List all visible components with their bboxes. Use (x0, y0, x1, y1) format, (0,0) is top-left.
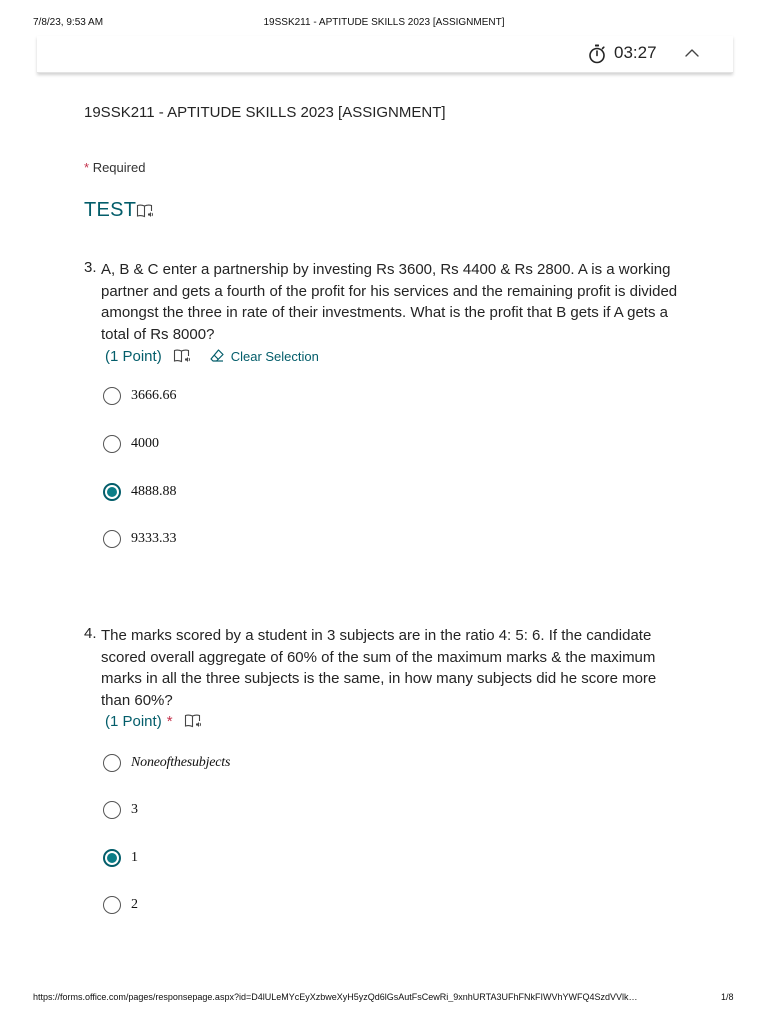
section-title-text: TEST (84, 199, 137, 221)
clear-selection-label: Clear Selection (230, 348, 319, 364)
chevron-up-icon[interactable] (684, 46, 700, 60)
page-number: 1/8 (721, 992, 734, 1002)
radio-button[interactable] (103, 754, 121, 772)
option-4888-88[interactable] (103, 481, 177, 503)
form-title: 19SSK211 - APTITUDE SKILLS 2023 [ASSIGNMENT] (84, 104, 446, 121)
option-label: 4000 (131, 436, 159, 451)
print-date: 7/8/23, 9:53 AM (33, 17, 104, 28)
required-star: * (84, 160, 90, 175)
timer-bar (37, 36, 733, 73)
print-footer (0, 992, 768, 1006)
option-label: 2 (131, 897, 138, 912)
points-label: (1 Point) (105, 347, 162, 365)
section-title (84, 199, 136, 222)
points-row (105, 711, 202, 731)
option-label: 3666.66 (131, 388, 177, 403)
option-label: 1 (131, 850, 138, 865)
eraser-icon (209, 348, 225, 364)
immersive-reader-icon[interactable] (136, 203, 154, 219)
option-1[interactable] (103, 847, 138, 869)
radio-button[interactable] (103, 896, 121, 914)
radio-button[interactable] (103, 387, 121, 405)
question-text: The marks scored by a student in 3 subjects are in the ratio 4: 5: 6. If the candidate scored overall aggregate of 60% of the sum of the maximum marks & the maximum marks in all the three subjects is the same, in how many subjects did he score more than 60%? (101, 627, 657, 710)
radio-button[interactable] (103, 530, 121, 548)
option-2[interactable] (103, 894, 138, 916)
timer-remaining: 03:27 (614, 43, 657, 62)
radio-button[interactable] (103, 801, 121, 819)
required-star: * (166, 712, 173, 730)
print-url: https://forms.office.com/pages/responsepage.aspx?id=D4lULeMYcEyXzbweXyH5yzQd6lGsAutFsCewRi_9xnhURTA3UFhFNkFIWVhYWFQ4SzdVVlk… (33, 992, 638, 1002)
immersive-reader-icon[interactable] (173, 348, 191, 364)
option-3666-66[interactable] (103, 385, 177, 407)
option-label: 4888.88 (131, 484, 177, 499)
required-note (84, 160, 145, 175)
print-header (0, 17, 768, 31)
radio-button[interactable] (103, 435, 121, 453)
option-none-of-the-subjects[interactable] (103, 752, 230, 774)
points-row (105, 346, 319, 366)
question-number: 3. (84, 259, 97, 276)
clear-selection-button[interactable] (209, 348, 319, 364)
required-label: Required (92, 160, 146, 175)
radio-button-selected[interactable] (103, 483, 121, 501)
points-label: (1 Point) (105, 712, 162, 730)
stopwatch-icon (588, 44, 606, 64)
question-number: 4. (84, 625, 97, 642)
option-9333-33[interactable] (103, 528, 177, 550)
option-label: 3 (131, 802, 138, 817)
radio-button-selected[interactable] (103, 849, 121, 867)
print-title: 19SSK211 - APTITUDE SKILLS 2023 [ASSIGNMENT] (263, 17, 505, 28)
immersive-reader-icon[interactable] (184, 713, 202, 729)
option-4000[interactable] (103, 433, 159, 455)
question-text: A, B & C enter a partnership by investing Rs 3600, Rs 4400 & Rs 2800. A is a working partner and gets a fourth of the profit for his services and the remaining profit is divided amongst the three in rate of their investments. What is the profit that B gets if A gets a total of Rs 8000? (101, 261, 678, 344)
option-label: 9333.33 (131, 531, 177, 546)
option-label: Noneofthesubjects (131, 755, 231, 770)
option-3[interactable] (103, 799, 138, 821)
